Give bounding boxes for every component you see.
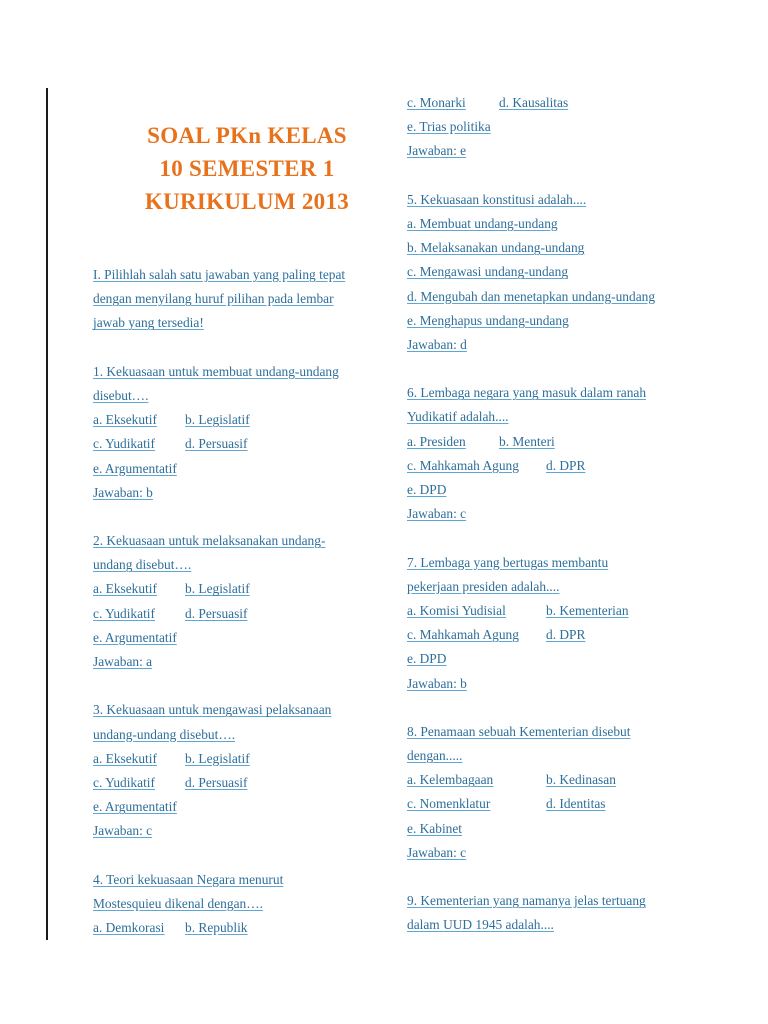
option-e[interactable]: e. Argumentatif (93, 629, 177, 645)
option-b[interactable]: b. Legislatif (185, 412, 250, 428)
option-c[interactable]: c. Yudikatif (93, 774, 155, 790)
question-3 (93, 698, 383, 843)
answer[interactable]: Jawaban: c (93, 823, 153, 839)
option-d[interactable]: d. Persuasif (185, 774, 248, 790)
answer[interactable]: Jawaban: a (93, 654, 153, 669)
question-text[interactable]: disebut…. (93, 387, 149, 403)
option-b[interactable]: b. Legislatif (185, 750, 250, 766)
left-margin-rule (46, 88, 48, 940)
left-column (93, 263, 383, 940)
question-2 (93, 529, 383, 674)
option-c[interactable]: c. Yudikatif (93, 605, 155, 621)
question-text[interactable]: pekerjaan presiden adalah.... (407, 578, 560, 594)
option-e[interactable]: e. DPD (407, 651, 447, 667)
instruction-line[interactable]: I. Pilihlah salah satu jawaban yang paling tepat (93, 267, 346, 282)
question-text[interactable]: Mostesquieu dikenal dengan…. (93, 895, 263, 911)
question-8 (407, 720, 707, 865)
page-title (92, 119, 402, 218)
option-b[interactable]: b. Legislatif (185, 581, 250, 597)
option-c[interactable]: c. Monarki (407, 95, 466, 110)
answer[interactable]: Jawaban: e (407, 143, 467, 159)
question-text[interactable]: undang disebut…. (93, 557, 192, 573)
option-e[interactable]: e. Argumentatif (93, 799, 177, 815)
option-d[interactable]: d. Persuasif (185, 605, 248, 621)
title-line-1: SOAL PKn KELAS (147, 123, 347, 148)
question-text[interactable]: 7. Lembaga yang bertugas membantu (407, 554, 609, 570)
option-d[interactable]: d. Kausalitas (499, 95, 569, 110)
option-e[interactable]: e. Argumentatif (93, 460, 177, 476)
option-a[interactable]: a. Eksekutif (93, 412, 157, 428)
option-c[interactable]: c. Mengawasi undang-undang (407, 264, 569, 280)
answer[interactable]: Jawaban: c (407, 506, 467, 522)
option-b[interactable]: b. Melaksanakan undang-undang (407, 240, 585, 256)
option-a[interactable]: a. Presiden (407, 433, 466, 449)
question-text[interactable]: undang-undang disebut…. (93, 726, 236, 742)
option-c[interactable]: c. Mahkamah Agung (407, 627, 519, 643)
option-d[interactable]: d. Persuasif (185, 436, 248, 452)
option-e[interactable]: e. Menghapus undang-undang (407, 312, 569, 328)
question-5 (407, 188, 707, 357)
question-text[interactable]: 4. Teori kekuasaan Negara menurut (93, 871, 284, 887)
option-b[interactable]: b. Kementerian (546, 602, 629, 618)
right-column (407, 91, 707, 938)
instruction-line[interactable]: jawab yang tersedia! (93, 315, 204, 331)
answer[interactable]: Jawaban: b (93, 484, 153, 500)
answer[interactable]: Jawaban: d (407, 336, 467, 352)
option-d[interactable]: d. DPR (546, 457, 586, 473)
answer[interactable]: Jawaban: c (407, 844, 467, 860)
option-b[interactable]: b. Republik (185, 920, 248, 936)
option-d[interactable]: d. Mengubah dan menetapkan undang-undang (407, 288, 656, 304)
option-e[interactable]: e. Kabinet (407, 820, 463, 836)
option-d[interactable]: d. DPR (546, 627, 586, 643)
instruction (93, 263, 383, 336)
option-a[interactable]: a. Demkorasi (93, 920, 165, 936)
option-b[interactable]: b. Menteri (499, 433, 555, 449)
question-text[interactable]: dengan..... (407, 748, 463, 764)
question-4 (93, 868, 383, 941)
question-4-continued (407, 91, 707, 164)
answer[interactable]: Jawaban: b (407, 675, 467, 691)
question-text[interactable]: 9. Kementerian yang namanya jelas tertuang (407, 893, 646, 909)
instruction-line[interactable]: dengan menyilang huruf pilihan pada lembar (93, 291, 334, 307)
question-text[interactable]: 2. Kekuasaan untuk melaksanakan undang- (93, 533, 326, 549)
option-d[interactable]: d. Identitas (546, 796, 606, 812)
option-c[interactable]: c. Yudikatif (93, 436, 155, 452)
question-6 (407, 381, 707, 526)
option-a[interactable]: a. Eksekutif (93, 750, 157, 766)
option-a[interactable]: a. Eksekutif (93, 581, 157, 597)
question-text[interactable]: 3. Kekuasaan untuk mengawasi pelaksanaan (93, 702, 332, 718)
question-text[interactable]: 1. Kekuasaan untuk membuat undang-undang (93, 363, 339, 379)
option-e[interactable]: e. Trias politika (407, 119, 491, 135)
question-text[interactable]: 5. Kekuasaan konstitusi adalah.... (407, 191, 587, 207)
option-a[interactable]: a. Kelembagaan (407, 772, 494, 788)
question-text[interactable]: 8. Penamaan sebuah Kementerian disebut (407, 723, 631, 739)
option-c[interactable]: c. Mahkamah Agung (407, 457, 519, 473)
option-a[interactable]: a. Komisi Yudisial (407, 602, 506, 618)
question-text[interactable]: dalam UUD 1945 adalah.... (407, 917, 554, 933)
question-text[interactable]: 6. Lembaga negara yang masuk dalam ranah (407, 385, 647, 401)
question-7 (407, 551, 707, 696)
question-9 (407, 889, 707, 937)
title-line-2: 10 SEMESTER 1 (159, 156, 335, 181)
option-c[interactable]: c. Nomenklatur (407, 796, 491, 812)
option-b[interactable]: b. Kedinasan (546, 772, 616, 788)
title-line-3: KURIKULUM 2013 (144, 189, 350, 214)
question-text[interactable]: Yudikatif adalah.... (407, 409, 509, 425)
option-e[interactable]: e. DPD (407, 482, 447, 497)
option-a[interactable]: a. Membuat undang-undang (407, 215, 558, 231)
question-1 (93, 360, 383, 505)
